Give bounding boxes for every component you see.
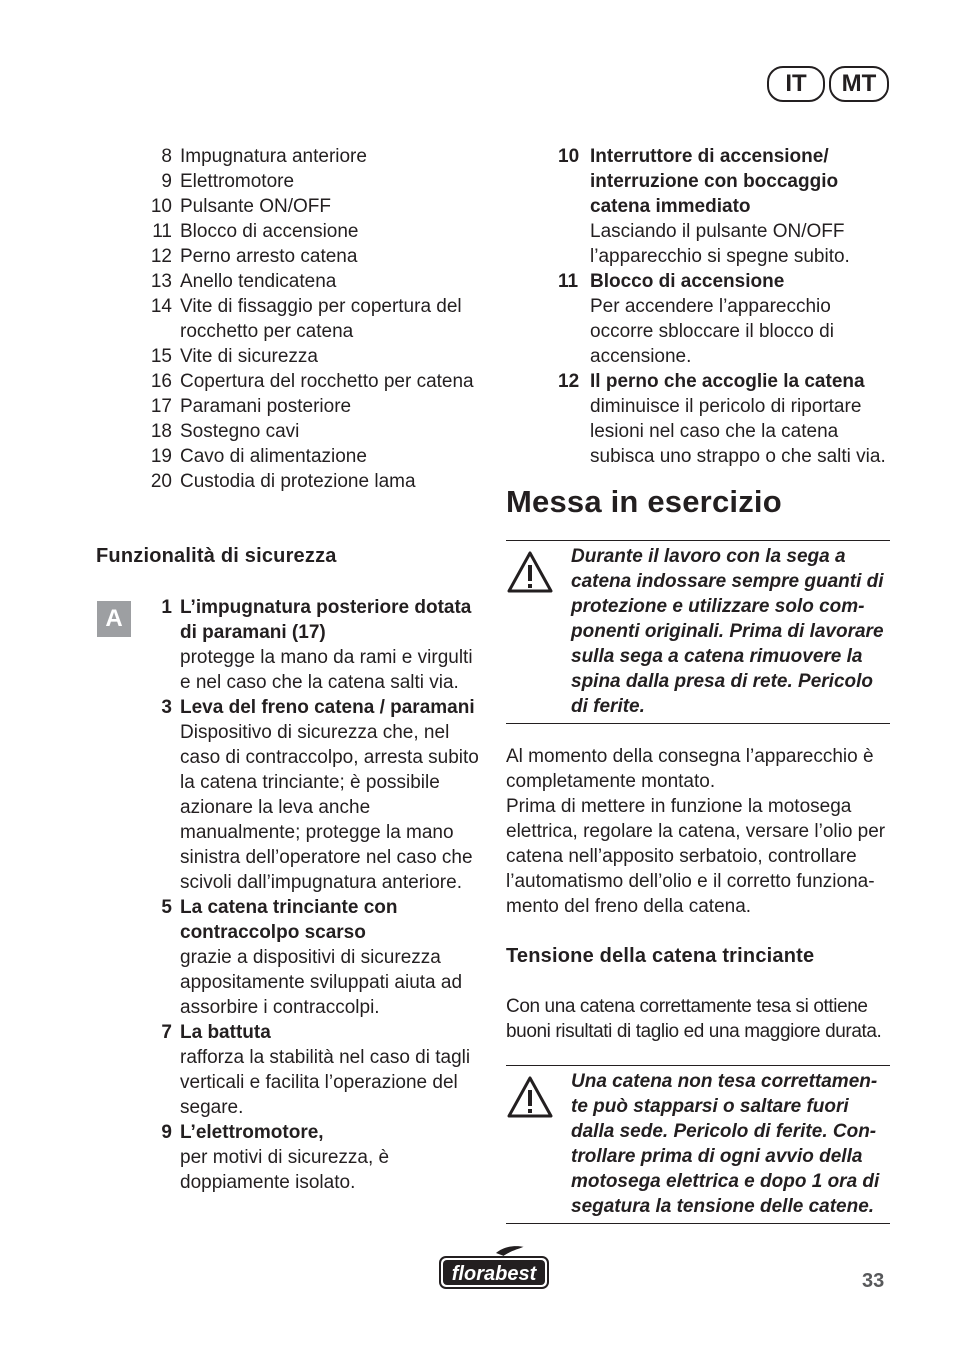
feature-description: per motivi di sicurezza, è doppiamente isolato. bbox=[180, 1147, 390, 1193]
item-label: Anello tendicatena bbox=[180, 271, 337, 292]
item-label: Copertura del rocchetto per catena bbox=[180, 371, 474, 392]
safety-feature-item bbox=[506, 144, 890, 269]
item-number: 18 bbox=[150, 421, 172, 442]
item-number: 17 bbox=[150, 396, 172, 417]
feature-title: Interruttore di accensione/ interruzione con boccaggio catena immediato bbox=[590, 146, 839, 217]
safety-feature-item bbox=[96, 595, 486, 695]
item-label: Perno arresto catena bbox=[180, 246, 358, 267]
item-number: 16 bbox=[150, 371, 172, 392]
safety-features-list bbox=[96, 595, 486, 1195]
lang-badge-it: IT bbox=[767, 66, 825, 102]
feature-title: L’impugnatura posteriore dotata di paramani (17) bbox=[180, 597, 472, 643]
chain-tension-heading: Tensione della catena trinciante bbox=[506, 945, 815, 967]
parts-list-item bbox=[96, 269, 486, 294]
feature-title: L’elettromotore, bbox=[180, 1122, 324, 1143]
safety-feature-item bbox=[96, 895, 486, 1020]
item-label: Vite di fissaggio per copertura del rocchetto per catena bbox=[180, 296, 462, 342]
parts-list-item bbox=[96, 419, 486, 444]
feature-title: Il perno che accoglie la catena bbox=[590, 371, 865, 392]
parts-list-item bbox=[96, 144, 486, 169]
item-number: 12 bbox=[150, 246, 172, 267]
parts-list-item bbox=[96, 294, 486, 344]
figure-marker-a: A bbox=[97, 601, 131, 637]
item-number: 13 bbox=[150, 271, 172, 292]
item-label: Blocco di accensione bbox=[180, 221, 359, 242]
page-number: 33 bbox=[862, 1270, 885, 1292]
feature-description: diminuisce il pericolo di riportare lesioni nel caso che la catena subisca uno strappo o che salti via. bbox=[590, 396, 886, 467]
lang-badge-mt: MT bbox=[829, 66, 889, 102]
feature-number: 10 bbox=[558, 146, 580, 167]
warning-text: Durante il lavoro con la sega a catena indossare sempre guanti di protezione e utilizzare solo com- ponenti originali. Prima di lavorare sulla sega a catena rimuovere la spina dalla presa di rete. Pericolo di ferite. bbox=[571, 546, 884, 717]
feature-description: protegge la mano da rami e virgulti e nel caso che la catena salti via. bbox=[180, 647, 473, 693]
feature-description: Per accendere l’apparecchio occorre sbloccare il blocco di accensione. bbox=[590, 296, 834, 367]
feature-number: 5 bbox=[161, 897, 172, 918]
feature-title: Leva del freno catena / paramani bbox=[180, 697, 475, 718]
parts-list-item bbox=[96, 194, 486, 219]
item-number: 15 bbox=[150, 346, 172, 367]
parts-list-item bbox=[96, 394, 486, 419]
feature-number: 1 bbox=[161, 597, 172, 618]
feature-number: 9 bbox=[161, 1122, 172, 1143]
feature-title: Blocco di accensione bbox=[590, 271, 785, 292]
delivery-text: Al momento della consegna l’apparecchio è completamente montato. bbox=[506, 746, 874, 792]
item-number: 10 bbox=[150, 196, 172, 217]
parts-list bbox=[96, 144, 486, 494]
item-number: 14 bbox=[150, 296, 172, 317]
feature-description: Lasciando il pulsante ON/OFF l’apparecchio si spegne subito. bbox=[590, 221, 850, 267]
safety-feature-item bbox=[506, 269, 890, 369]
safety-features-list-continued bbox=[506, 144, 890, 469]
warning-triangle-icon bbox=[506, 550, 554, 594]
item-number: 9 bbox=[161, 171, 172, 192]
item-label: Elettromotore bbox=[180, 171, 295, 192]
logo-text: florabest bbox=[451, 1263, 537, 1285]
safety-feature-item bbox=[96, 1020, 486, 1120]
warning-box-gloves bbox=[506, 540, 890, 724]
warning-box-tension bbox=[506, 1065, 890, 1224]
parts-list-item bbox=[96, 244, 486, 269]
item-label: Cavo di alimentazione bbox=[180, 446, 367, 467]
feature-description: rafforza la stabilità nel caso di tagli verticali e facilita l’operazione del segare. bbox=[180, 1047, 471, 1118]
item-label: Custodia di protezione lama bbox=[180, 471, 416, 492]
parts-list-column bbox=[96, 144, 486, 494]
item-number: 11 bbox=[152, 221, 172, 242]
item-label: Vite di sicurezza bbox=[180, 346, 318, 367]
parts-list-item bbox=[96, 444, 486, 469]
section-title: Messa in esercizio bbox=[506, 484, 782, 519]
parts-list-item bbox=[96, 169, 486, 194]
item-label: Pulsante ON/OFF bbox=[180, 196, 331, 217]
chain-tension-paragraph: Con una catena correttamente tesa si ottiene buoni risultati di taglio ed una maggiore durata. bbox=[506, 996, 882, 1042]
feature-description: grazie a dispositivi di sicurezza appositamente sviluppati aiuta ad assorbire i contraccolpi. bbox=[180, 947, 463, 1018]
delivery-paragraph bbox=[506, 744, 890, 919]
item-label: Impugnatura anteriore bbox=[180, 146, 367, 167]
right-features-column bbox=[506, 144, 890, 469]
item-number: 19 bbox=[150, 446, 172, 467]
parts-list-item bbox=[96, 369, 486, 394]
feature-number: 11 bbox=[558, 271, 579, 292]
florabest-logo bbox=[438, 1244, 550, 1290]
feature-description: Dispositivo di sicurezza che, nel caso di contraccolpo, arresta subito la catena trinciante; è possibile azionare la leva anche manualmente; protegge la mano sinistra dell’operatore nel caso che scivoli dall’impugnatura anteriore. bbox=[180, 722, 479, 893]
safety-feature-item bbox=[96, 695, 486, 895]
feature-number: 7 bbox=[161, 1022, 172, 1043]
item-number: 8 bbox=[161, 146, 172, 167]
safety-feature-item bbox=[96, 1120, 486, 1195]
parts-list-item bbox=[96, 219, 486, 244]
item-number: 20 bbox=[150, 471, 172, 492]
safety-feature-item bbox=[506, 369, 890, 469]
preparation-text: Prima di mettere in funzione la motosega elettrica, regolare la catena, versare l’olio per catena nell’apposito serbatoio, controllare l’automatismo dell’olio e il corretto funziona- mento del freno della catena. bbox=[506, 796, 886, 917]
feature-number: 12 bbox=[558, 371, 580, 392]
feature-title: La battuta bbox=[180, 1022, 271, 1043]
safety-heading: Funzionalità di sicurezza bbox=[96, 545, 337, 567]
feature-title: La catena trinciante con contraccolpo scarso bbox=[180, 897, 398, 943]
warning-triangle-icon bbox=[506, 1075, 554, 1119]
feature-number: 3 bbox=[161, 697, 172, 718]
item-label: Sostegno cavi bbox=[180, 421, 300, 442]
item-label: Paramani posteriore bbox=[180, 396, 352, 417]
parts-list-item bbox=[96, 344, 486, 369]
parts-list-item bbox=[96, 469, 486, 494]
warning-text: Una catena non tesa correttamen- te può stapparsi o saltare fuori dalla sede. Pericolo di ferite. Con- trollare prima di ogni avvio della motosega elettrica e dopo 1 ora di segatura la tensione delle catene. bbox=[571, 1071, 880, 1217]
